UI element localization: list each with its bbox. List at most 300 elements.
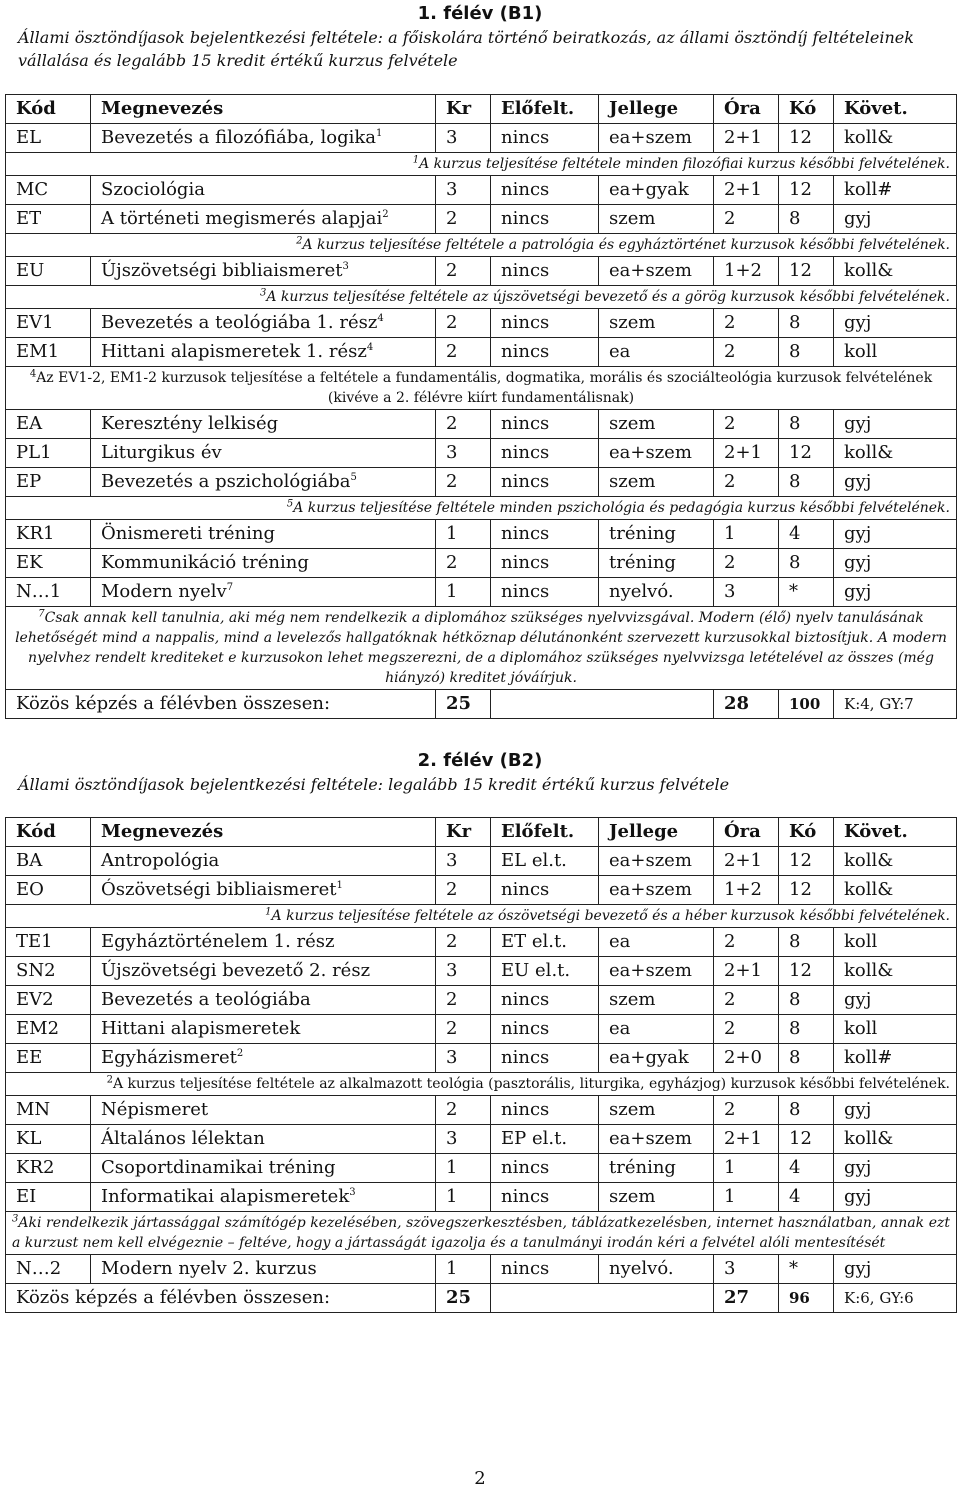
course-code: EE <box>6 1044 91 1073</box>
course-prerequisite: nincs <box>491 176 599 205</box>
footnote-text: A kurzus teljesítése feltétele a patrológia és egyháztörténet kurzusok későbbi felvételének. <box>302 237 950 253</box>
course-credit: 1 <box>436 1154 491 1183</box>
course-code: TE1 <box>6 928 91 957</box>
course-name-text: Csoportdinamikai tréning <box>101 1157 336 1178</box>
footnote-row <box>6 1212 957 1255</box>
course-name <box>91 578 436 607</box>
course-credit: 3 <box>436 176 491 205</box>
course-credit: 2 <box>436 205 491 234</box>
course-name <box>91 124 436 153</box>
course-prerequisite: EL el.t. <box>491 847 599 876</box>
course-prerequisite: nincs <box>491 876 599 905</box>
course-code: MC <box>6 176 91 205</box>
course-code: ET <box>6 205 91 234</box>
course-name <box>91 205 436 234</box>
course-code: PL1 <box>6 439 91 468</box>
course-row <box>6 847 957 876</box>
course-assessment: gyj <box>834 520 957 549</box>
footnote-marker: 2 <box>236 1048 244 1059</box>
footnote-marker: 4 <box>29 368 37 380</box>
course-prerequisite: nincs <box>491 1154 599 1183</box>
semester1-condition: Állami ösztöndíjasok bejelentkezési feltétele: a főiskolára történő beiratkozás, az állami ösztöndíj feltételeinek vállalása és legalább 15 kredit értékű kurzus felvétele <box>18 28 914 70</box>
footnote-marker: 2 <box>106 1074 113 1086</box>
footnote-marker: 3 <box>259 287 267 299</box>
course-assessment: gyj <box>834 1255 957 1284</box>
footnote-text: Az EV1-2, EM1-2 kurzusok teljesítése a feltétele a fundamentális, dogmatika, morális és szociálteológia kurzusok felvételének (kivéve a 2. félévre kiírt fundamentálisnak) <box>36 370 933 406</box>
course-credit: 3 <box>436 847 491 876</box>
course-ko: 8 <box>779 928 834 957</box>
course-row <box>6 468 957 497</box>
footnote-marker: 1 <box>376 128 383 139</box>
course-prerequisite: nincs <box>491 520 599 549</box>
course-row <box>6 1183 957 1212</box>
course-assessment: gyj <box>834 986 957 1015</box>
course-name <box>91 439 436 468</box>
column-header: Kód <box>6 95 91 124</box>
course-name-text: Általános lélektan <box>101 1128 265 1149</box>
column-header: Kr <box>436 95 491 124</box>
course-prerequisite: nincs <box>491 410 599 439</box>
course-name <box>91 847 436 876</box>
course-prerequisite: nincs <box>491 124 599 153</box>
course-type: nyelvó. <box>599 578 714 607</box>
course-type: szem <box>599 468 714 497</box>
course-assessment: gyj <box>834 468 957 497</box>
course-ko: 8 <box>779 1044 834 1073</box>
course-type: szem <box>599 410 714 439</box>
course-ko: 12 <box>779 257 834 286</box>
course-type: ea+szem <box>599 876 714 905</box>
course-type: ea+szem <box>599 257 714 286</box>
course-name-text: Újszövetségi bevezető 2. rész <box>101 960 371 981</box>
course-row <box>6 876 957 905</box>
course-credit: 3 <box>436 1125 491 1154</box>
course-hours: 2+1 <box>714 176 779 205</box>
course-assessment: gyj <box>834 410 957 439</box>
course-hours: 1 <box>714 1183 779 1212</box>
course-assessment: koll& <box>834 124 957 153</box>
course-row <box>6 1255 957 1284</box>
column-header: Kr <box>436 818 491 847</box>
course-name-text: Informatikai alapismeretek <box>101 1186 350 1207</box>
course-type: szem <box>599 1096 714 1125</box>
course-name <box>91 309 436 338</box>
course-credit: 3 <box>436 124 491 153</box>
column-header: Követ. <box>834 95 957 124</box>
course-prerequisite: nincs <box>491 1096 599 1125</box>
course-assessment: koll# <box>834 1044 957 1073</box>
footnote-marker: 1 <box>336 880 343 891</box>
course-type: ea+szem <box>599 439 714 468</box>
course-code: KR2 <box>6 1154 91 1183</box>
course-credit: 1 <box>436 578 491 607</box>
course-name-text: Szociológia <box>101 179 205 200</box>
course-row <box>6 578 957 607</box>
column-header: Kó <box>779 95 834 124</box>
footnote-marker: 7 <box>226 582 234 593</box>
course-assessment: koll& <box>834 439 957 468</box>
course-type: ea+gyak <box>599 176 714 205</box>
total-credits: 25 <box>436 690 491 719</box>
course-ko: 12 <box>779 124 834 153</box>
empty-cell <box>491 1284 714 1313</box>
table-header-row <box>6 818 957 847</box>
course-assessment: koll& <box>834 847 957 876</box>
course-name <box>91 986 436 1015</box>
course-code: N…1 <box>6 578 91 607</box>
course-credit: 2 <box>436 468 491 497</box>
course-row <box>6 520 957 549</box>
course-prerequisite: nincs <box>491 309 599 338</box>
course-row <box>6 1044 957 1073</box>
course-hours: 2 <box>714 986 779 1015</box>
course-prerequisite: nincs <box>491 205 599 234</box>
course-assessment: koll <box>834 928 957 957</box>
footnote-text: Aki rendelkezik jártassággal számítógép kezelésében, szövegszerkesztésben, táblázatkezelésben, internet használatban, annak ezt a kurzust nem kell elvégeznie – feltéve, hogy a jártasságát igazolja és a tanulmányi irodán kéri a felvétel alóli mentesítését <box>12 1215 950 1251</box>
footnote-marker: 2 <box>296 235 303 247</box>
course-type: szem <box>599 1183 714 1212</box>
course-type: ea <box>599 338 714 367</box>
course-name-text: Bevezetés a pszichológiába <box>101 471 351 492</box>
footnote-cell <box>6 367 957 410</box>
course-assessment: koll <box>834 1015 957 1044</box>
course-prerequisite: nincs <box>491 1015 599 1044</box>
course-row <box>6 549 957 578</box>
page-number: 2 <box>474 1468 486 1489</box>
course-hours: 2+1 <box>714 847 779 876</box>
course-name <box>91 1183 436 1212</box>
course-name-text: Ószövetségi bibliaismeret <box>101 879 337 900</box>
column-header: Jellege <box>599 95 714 124</box>
course-name-text: Hittani alapismeretek 1. rész <box>101 341 367 362</box>
course-hours: 1 <box>714 520 779 549</box>
course-ko: 8 <box>779 986 834 1015</box>
course-hours: 2+0 <box>714 1044 779 1073</box>
course-credit: 2 <box>436 1015 491 1044</box>
footnote-marker: 1 <box>412 154 420 166</box>
course-credit: 3 <box>436 1044 491 1073</box>
course-hours: 2 <box>714 549 779 578</box>
course-assessment: koll& <box>834 876 957 905</box>
footnote-row <box>6 234 957 257</box>
course-credit: 1 <box>436 1255 491 1284</box>
course-code: EU <box>6 257 91 286</box>
footnote-row <box>6 607 957 690</box>
course-prerequisite: nincs <box>491 1183 599 1212</box>
footnote-cell <box>6 153 957 176</box>
footnote-row <box>6 497 957 520</box>
course-code: EL <box>6 124 91 153</box>
footnote-marker: 3 <box>349 1187 356 1198</box>
course-credit: 2 <box>436 309 491 338</box>
footnote-text: A kurzus teljesítése feltétele minden pszichológia és pedagógia kurzus későbbi felvételének. <box>293 500 950 516</box>
course-ko: 12 <box>779 847 834 876</box>
total-credits: 25 <box>436 1284 491 1313</box>
course-name-text: Önismereti tréning <box>101 523 275 544</box>
footnote-text: A kurzus teljesítése feltétele minden filozófiai kurzus későbbi felvételének. <box>419 156 950 172</box>
course-assessment: koll <box>834 338 957 367</box>
course-ko: 12 <box>779 957 834 986</box>
course-row <box>6 257 957 286</box>
footnote-row <box>6 905 957 928</box>
course-row <box>6 928 957 957</box>
course-name <box>91 410 436 439</box>
footnote-marker: 5 <box>350 472 357 483</box>
footnote-marker: 7 <box>38 608 45 620</box>
course-code: EM2 <box>6 1015 91 1044</box>
course-ko: 8 <box>779 468 834 497</box>
course-assessment: gyj <box>834 578 957 607</box>
footnote-row <box>6 367 957 410</box>
footnote-row <box>6 1073 957 1096</box>
course-name <box>91 1154 436 1183</box>
course-type: szem <box>599 309 714 338</box>
course-credit: 3 <box>436 957 491 986</box>
total-ko: 28 <box>714 690 779 719</box>
total-label: Közös képzés a félévben összesen: <box>6 690 436 719</box>
course-ko: 12 <box>779 439 834 468</box>
course-credit: 1 <box>436 1183 491 1212</box>
course-code: EA <box>6 410 91 439</box>
footnote-marker: 4 <box>366 342 374 353</box>
course-name <box>91 1255 436 1284</box>
course-name-text: Bevezetés a teológiába <box>101 989 311 1010</box>
footnote-marker: 5 <box>286 498 294 510</box>
course-hours: 3 <box>714 578 779 607</box>
total-exam-counts: K:4, GY:7 <box>834 690 957 719</box>
course-prerequisite: nincs <box>491 1255 599 1284</box>
course-ko: 8 <box>779 1015 834 1044</box>
course-ko: 12 <box>779 876 834 905</box>
footnote-cell <box>6 905 957 928</box>
course-hours: 2+1 <box>714 124 779 153</box>
footnote-marker: 1 <box>265 906 272 918</box>
course-prerequisite: nincs <box>491 1044 599 1073</box>
course-row <box>6 124 957 153</box>
course-ko: 8 <box>779 338 834 367</box>
course-prerequisite: nincs <box>491 986 599 1015</box>
course-credit: 2 <box>436 986 491 1015</box>
column-header: Előfelt. <box>491 95 599 124</box>
course-name <box>91 468 436 497</box>
course-hours: 2 <box>714 468 779 497</box>
course-code: KR1 <box>6 520 91 549</box>
column-header: Megnevezés <box>91 95 436 124</box>
course-name-text: Keresztény lelkiség <box>101 413 279 434</box>
total-exam-counts: K:6, GY:6 <box>834 1284 957 1313</box>
course-name-text: Népismeret <box>101 1099 209 1120</box>
course-row <box>6 176 957 205</box>
course-code: EV1 <box>6 309 91 338</box>
column-header: Kód <box>6 818 91 847</box>
course-credit: 2 <box>436 876 491 905</box>
course-name-text: Antropológia <box>101 850 220 871</box>
course-prerequisite: nincs <box>491 549 599 578</box>
course-assessment: gyj <box>834 309 957 338</box>
course-ko: * <box>779 1255 834 1284</box>
course-prerequisite: nincs <box>491 338 599 367</box>
course-ko: 12 <box>779 1125 834 1154</box>
semester2-table <box>5 817 957 1313</box>
course-type: szem <box>599 205 714 234</box>
course-type: szem <box>599 986 714 1015</box>
course-hours: 2+1 <box>714 957 779 986</box>
course-assessment: koll& <box>834 957 957 986</box>
course-type: ea <box>599 1015 714 1044</box>
course-type: tréning <box>599 520 714 549</box>
course-assessment: gyj <box>834 549 957 578</box>
course-type: ea+szem <box>599 1125 714 1154</box>
semester2-condition: Állami ösztöndíjasok bejelentkezési feltétele: legalább 15 kredit értékű kurzus felvétele <box>18 775 730 794</box>
empty-cell <box>491 690 714 719</box>
course-code: MN <box>6 1096 91 1125</box>
course-hours: 1+2 <box>714 876 779 905</box>
footnote-row <box>6 153 957 176</box>
course-row <box>6 410 957 439</box>
footnote-cell <box>6 234 957 257</box>
course-name <box>91 1015 436 1044</box>
course-name <box>91 1096 436 1125</box>
footnote-cell <box>6 497 957 520</box>
course-credit: 2 <box>436 1096 491 1125</box>
course-ko: 12 <box>779 176 834 205</box>
course-name <box>91 957 436 986</box>
footnote-marker: 2 <box>382 209 389 220</box>
course-ko: 4 <box>779 1154 834 1183</box>
course-name-text: Bevezetés a teológiába 1. rész <box>101 312 378 333</box>
course-credit: 2 <box>436 549 491 578</box>
course-name <box>91 549 436 578</box>
course-code: EO <box>6 876 91 905</box>
footnote-cell <box>6 1212 957 1255</box>
total-sum: 96 <box>779 1284 834 1313</box>
course-assessment: koll& <box>834 257 957 286</box>
course-prerequisite: nincs <box>491 439 599 468</box>
course-credit: 2 <box>436 928 491 957</box>
course-hours: 2 <box>714 338 779 367</box>
course-code: EP <box>6 468 91 497</box>
footnote-cell <box>6 1073 957 1096</box>
course-name-text: Hittani alapismeretek <box>101 1018 301 1039</box>
course-ko: * <box>779 578 834 607</box>
course-assessment: gyj <box>834 1096 957 1125</box>
course-row <box>6 1154 957 1183</box>
column-header: Kó <box>779 818 834 847</box>
course-code: SN2 <box>6 957 91 986</box>
course-code: EI <box>6 1183 91 1212</box>
course-name <box>91 928 436 957</box>
course-name-text: Bevezetés a filozófiába, logika <box>101 127 377 148</box>
course-name <box>91 1125 436 1154</box>
course-ko: 4 <box>779 520 834 549</box>
course-ko: 8 <box>779 410 834 439</box>
course-assessment: gyj <box>834 205 957 234</box>
course-row <box>6 1015 957 1044</box>
course-hours: 2+1 <box>714 439 779 468</box>
total-ko: 27 <box>714 1284 779 1313</box>
total-sum: 100 <box>779 690 834 719</box>
course-name-text: Egyháztörténelem 1. rész <box>101 931 335 952</box>
course-prerequisite: nincs <box>491 578 599 607</box>
course-row <box>6 1125 957 1154</box>
footnote-text: A kurzus teljesítése feltétele az alkalmazott teológia (pasztorális, liturgika, egyházjog) kurzusok későbbi felvételének. <box>112 1076 950 1092</box>
footnote-cell <box>6 286 957 309</box>
course-row <box>6 439 957 468</box>
course-credit: 2 <box>436 338 491 367</box>
course-type: ea+szem <box>599 124 714 153</box>
footnote-marker: 4 <box>377 313 384 324</box>
course-name <box>91 338 436 367</box>
course-row <box>6 1096 957 1125</box>
course-credit: 1 <box>436 520 491 549</box>
course-hours: 1 <box>714 1154 779 1183</box>
total-row <box>6 1284 957 1313</box>
course-name-text: Egyházismeret <box>101 1047 237 1068</box>
course-ko: 8 <box>779 1096 834 1125</box>
total-label: Közös képzés a félévben összesen: <box>6 1284 436 1313</box>
footnote-cell <box>6 607 957 690</box>
course-row <box>6 205 957 234</box>
course-code: BA <box>6 847 91 876</box>
course-hours: 2 <box>714 309 779 338</box>
course-name <box>91 876 436 905</box>
course-hours: 2+1 <box>714 1125 779 1154</box>
footnote-marker: 3 <box>342 261 349 272</box>
course-hours: 2 <box>714 928 779 957</box>
course-assessment: gyj <box>834 1154 957 1183</box>
course-code: N…2 <box>6 1255 91 1284</box>
table-header-row <box>6 95 957 124</box>
course-code: EV2 <box>6 986 91 1015</box>
course-prerequisite: nincs <box>491 468 599 497</box>
course-name <box>91 176 436 205</box>
course-hours: 2 <box>714 410 779 439</box>
column-header: Óra <box>714 95 779 124</box>
course-name <box>91 520 436 549</box>
course-row <box>6 338 957 367</box>
course-type: ea+szem <box>599 957 714 986</box>
course-hours: 2 <box>714 1096 779 1125</box>
course-name-text: Modern nyelv <box>101 581 227 602</box>
course-name-text: Liturgikus év <box>101 442 222 463</box>
column-header: Óra <box>714 818 779 847</box>
course-ko: 4 <box>779 1183 834 1212</box>
semester1-table <box>5 94 957 719</box>
course-name <box>91 1044 436 1073</box>
footnote-text: Csak annak kell tanulnia, aki még nem rendelkezik a diplomához szükséges nyelvvizsgával. Modern (élő) nyelv tanulásának lehetőségét mind a nappalis, mind a levelezős hallgatóknak hétköznap délutánonként szervezett kurzusokkal biztosítjuk. A modern nyelvhez rendelt krediteket e kurzusokon lehet megszerezni, de a diplomához szükséges nyelvvizsga letételével az összes (még hiányzó) kreditet jóváírjuk. <box>15 610 947 686</box>
column-header: Jellege <box>599 818 714 847</box>
course-code: EK <box>6 549 91 578</box>
course-ko: 8 <box>779 205 834 234</box>
course-type: ea+gyak <box>599 1044 714 1073</box>
course-name-text: Kommunikáció tréning <box>101 552 309 573</box>
course-name-text: Újszövetségi bibliaismeret <box>101 260 343 281</box>
course-hours: 2 <box>714 205 779 234</box>
course-type: tréning <box>599 1154 714 1183</box>
course-row <box>6 309 957 338</box>
course-type: ea+szem <box>599 847 714 876</box>
footnote-text: A kurzus teljesítése feltétele az újszövetségi bevezető és a görög kurzusok későbbi felvételének. <box>266 289 950 305</box>
semester1-title: 1. félév (B1) <box>417 3 543 24</box>
course-row <box>6 957 957 986</box>
course-code: EM1 <box>6 338 91 367</box>
course-prerequisite: ET el.t. <box>491 928 599 957</box>
course-credit: 3 <box>436 439 491 468</box>
course-assessment: gyj <box>834 1183 957 1212</box>
course-name-text: A történeti megismerés alapjai <box>101 208 383 229</box>
footnote-text: A kurzus teljesítése feltétele az ószövetségi bevezető és a héber kurzusok későbbi felvételének. <box>271 908 950 924</box>
column-header: Előfelt. <box>491 818 599 847</box>
